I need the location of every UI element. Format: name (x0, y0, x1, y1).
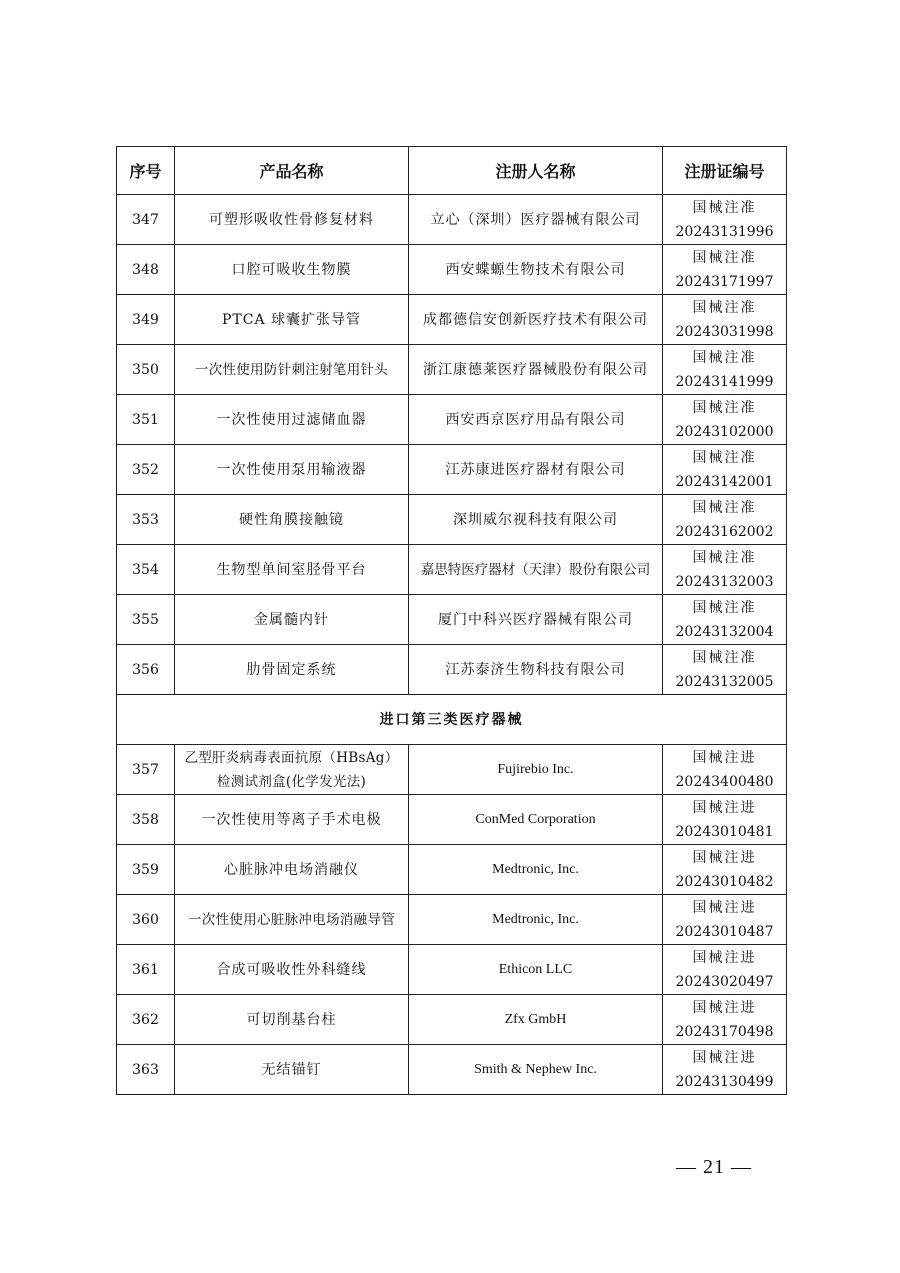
table-row (117, 945, 787, 995)
certificate-code: 20243132003 (675, 573, 774, 590)
certificate-code: 20243102000 (675, 423, 774, 440)
certificate-prefix: 国械注准 (692, 549, 757, 566)
certificate-code: 20243142001 (675, 473, 774, 490)
product-name: 一次性使用过滤储血器 (175, 395, 409, 445)
registrant-name: 立心（深圳）医疗器械有限公司 (409, 195, 663, 245)
certificate-code: 20243171997 (675, 273, 774, 290)
registration-table (116, 146, 787, 1095)
section-title: 进口第三类医疗器械 (117, 695, 787, 745)
certificate-code: 20243141999 (675, 373, 774, 390)
certificate-number (663, 295, 787, 345)
certificate-number (663, 495, 787, 545)
certificate-prefix: 国械注准 (692, 349, 757, 366)
row-number: 357 (117, 745, 175, 795)
product-name: 一次性使用心脏脉冲电场消融导管 (175, 895, 409, 945)
product-name-line: 乙型肝炎病毒表面抗原（HBsAg） (184, 749, 399, 766)
registrant-name: ConMed Corporation (409, 795, 663, 845)
table-row (117, 1045, 787, 1095)
row-number: 349 (117, 295, 175, 345)
row-number: 355 (117, 595, 175, 645)
domestic-rows (117, 195, 787, 695)
certificate-code: 20243170498 (675, 1023, 774, 1040)
table-row (117, 445, 787, 495)
table-header-row (117, 147, 787, 195)
registrant-name: 西安西京医疗用品有限公司 (409, 395, 663, 445)
product-name: 合成可吸收性外科缝线 (175, 945, 409, 995)
row-number: 352 (117, 445, 175, 495)
row-number: 354 (117, 545, 175, 595)
registrant-name: 江苏康进医疗器材有限公司 (409, 445, 663, 495)
certificate-prefix: 国械注进 (692, 849, 757, 866)
row-number: 356 (117, 645, 175, 695)
certificate-prefix: 国械注准 (692, 599, 757, 616)
product-name: PTCA 球囊扩张导管 (175, 295, 409, 345)
certificate-number (663, 745, 787, 795)
row-number: 360 (117, 895, 175, 945)
certificate-number (663, 445, 787, 495)
product-name: 可塑形吸收性骨修复材料 (175, 195, 409, 245)
registrant-name: 浙江康德莱医疗器械股份有限公司 (409, 345, 663, 395)
certificate-prefix: 国械注准 (692, 499, 757, 516)
registrant-name: Smith & Nephew Inc. (409, 1045, 663, 1095)
certificate-number (663, 245, 787, 295)
import-rows (117, 745, 787, 1095)
table-row (117, 545, 787, 595)
table-row (117, 845, 787, 895)
row-number: 362 (117, 995, 175, 1045)
product-name: 可切削基台柱 (175, 995, 409, 1045)
row-number: 348 (117, 245, 175, 295)
row-number: 361 (117, 945, 175, 995)
product-name-line: 检测试剂盒(化学发光法) (216, 773, 367, 790)
certificate-code: 20243400480 (675, 773, 774, 790)
certificate-code: 20243130499 (675, 1073, 774, 1090)
certificate-prefix: 国械注准 (692, 649, 757, 666)
product-name: 生物型单间室胫骨平台 (175, 545, 409, 595)
certificate-number (663, 1045, 787, 1095)
row-number: 353 (117, 495, 175, 545)
header-cert: 注册证编号 (663, 147, 787, 195)
certificate-prefix: 国械注准 (692, 449, 757, 466)
registrant-name: 西安蝶螈生物技术有限公司 (409, 245, 663, 295)
product-name: 无结锚钉 (175, 1045, 409, 1095)
certificate-code: 20243132005 (675, 673, 774, 690)
certificate-number (663, 645, 787, 695)
row-number: 358 (117, 795, 175, 845)
registrant-name: Medtronic, Inc. (409, 845, 663, 895)
section-row (117, 695, 787, 745)
registrant-name: Ethicon LLC (409, 945, 663, 995)
certificate-number (663, 995, 787, 1045)
table-row (117, 595, 787, 645)
certificate-prefix: 国械注进 (692, 1049, 757, 1066)
header-no: 序号 (117, 147, 175, 195)
product-name: 一次性使用等离子手术电极 (175, 795, 409, 845)
registrant-name: Zfx GmbH (409, 995, 663, 1045)
page-number: — 21 — (676, 1156, 752, 1178)
row-number: 351 (117, 395, 175, 445)
registrant-name: 嘉思特医疗器材（天津）股份有限公司 (409, 545, 663, 595)
header-registrant: 注册人名称 (409, 147, 663, 195)
product-name: 肋骨固定系统 (175, 645, 409, 695)
certificate-code: 20243010482 (675, 873, 774, 890)
product-name (175, 745, 409, 795)
certificate-number (663, 395, 787, 445)
certificate-number (663, 595, 787, 645)
product-name: 心脏脉冲电场消融仪 (175, 845, 409, 895)
table-row (117, 495, 787, 545)
certificate-code: 20243010481 (675, 823, 774, 840)
certificate-code: 20243010487 (675, 923, 774, 940)
certificate-code: 20243132004 (675, 623, 774, 640)
product-name: 金属髓内针 (175, 595, 409, 645)
certificate-prefix: 国械注准 (692, 249, 757, 266)
certificate-prefix: 国械注准 (692, 299, 757, 316)
certificate-prefix: 国械注进 (692, 799, 757, 816)
certificate-number (663, 545, 787, 595)
certificate-number (663, 195, 787, 245)
certificate-number (663, 795, 787, 845)
certificate-prefix: 国械注进 (692, 899, 757, 916)
header-product: 产品名称 (175, 147, 409, 195)
certificate-code: 20243162002 (675, 523, 774, 540)
product-name: 硬性角膜接触镜 (175, 495, 409, 545)
table-row (117, 795, 787, 845)
product-name: 一次性使用防针刺注射笔用针头 (175, 345, 409, 395)
registrant-name: 成都德信安创新医疗技术有限公司 (409, 295, 663, 345)
registrant-name: Medtronic, Inc. (409, 895, 663, 945)
certificate-number (663, 945, 787, 995)
certificate-prefix: 国械注进 (692, 949, 757, 966)
table-row (117, 745, 787, 795)
table-row (117, 995, 787, 1045)
certificate-code: 20243020497 (675, 973, 774, 990)
row-number: 350 (117, 345, 175, 395)
table-row (117, 345, 787, 395)
registrant-name: Fujirebio Inc. (409, 745, 663, 795)
product-name: 口腔可吸收生物膜 (175, 245, 409, 295)
table-row (117, 645, 787, 695)
registrant-name: 江苏泰济生物科技有限公司 (409, 645, 663, 695)
import-section (117, 695, 787, 745)
row-number: 359 (117, 845, 175, 895)
certificate-prefix: 国械注准 (692, 399, 757, 416)
certificate-prefix: 国械注进 (692, 749, 757, 766)
certificate-number (663, 895, 787, 945)
certificate-number (663, 345, 787, 395)
certificate-prefix: 国械注进 (692, 999, 757, 1016)
certificate-code: 20243031998 (675, 323, 774, 340)
row-number: 347 (117, 195, 175, 245)
row-number: 363 (117, 1045, 175, 1095)
certificate-number (663, 845, 787, 895)
product-name: 一次性使用泵用输液器 (175, 445, 409, 495)
table-row (117, 895, 787, 945)
registrant-name: 深圳威尔视科技有限公司 (409, 495, 663, 545)
table-row (117, 395, 787, 445)
table-row (117, 195, 787, 245)
certificate-prefix: 国械注准 (692, 199, 757, 216)
table-row (117, 245, 787, 295)
certificate-code: 20243131996 (675, 223, 774, 240)
table-row (117, 295, 787, 345)
registrant-name: 厦门中科兴医疗器械有限公司 (409, 595, 663, 645)
